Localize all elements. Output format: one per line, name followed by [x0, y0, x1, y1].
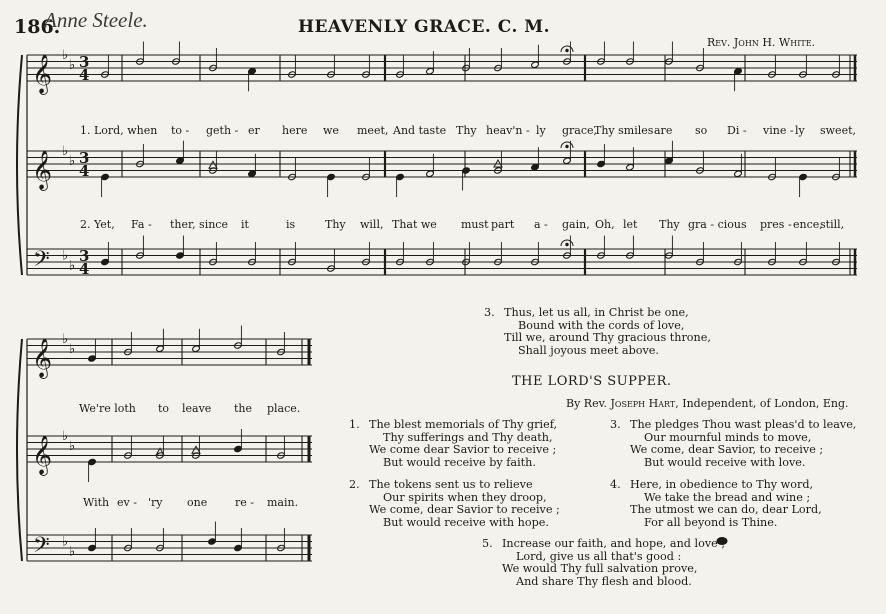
lyric-syllable: we [323, 124, 339, 137]
verse-line: Thy sufferings and Thy death, [383, 430, 553, 444]
verse-line: Bound with the cords of love, [518, 318, 685, 332]
lyric-syllable: is [286, 218, 296, 231]
verse-heavenly-grace-3 [484, 307, 711, 357]
handwritten-composer-note: Anne Steele. [44, 8, 148, 32]
lyric-syllable: place. [267, 402, 301, 415]
time-signature-bottom: 4 [79, 260, 90, 278]
fermata-dot [566, 49, 568, 51]
lords-supper-verse-1 [349, 419, 557, 469]
lyric-syllable: Oh, [595, 218, 615, 231]
lyric-syllable: gain, [562, 218, 590, 231]
lyric-syllable: a - [534, 218, 548, 231]
verse-number: 1. [349, 418, 360, 431]
treble-clef: 𝄞 [32, 435, 52, 474]
flat-key-signature: ♭ [69, 438, 76, 454]
section-title: THE LORD'S SUPPER. [512, 374, 672, 389]
lyric-syllable: pres - [760, 218, 792, 231]
flat-key-signature: ♭ [62, 429, 69, 444]
verse-line: We would Thy full salvation prove, [502, 562, 698, 576]
verse-number: 5. [482, 537, 493, 550]
lords-supper-verse-5 [482, 538, 725, 588]
author-prefix: By Rev. [566, 397, 607, 410]
lyric-syllable: so [695, 124, 708, 137]
lyric-syllable: 2. Yet, [80, 218, 115, 231]
lyric-syllable: one [187, 496, 208, 509]
shape-note-head [494, 160, 502, 167]
lyric-syllable: main. [267, 496, 299, 509]
verse-line: Our spirits when they droop, [383, 490, 547, 504]
flat-key-signature: ♭ [69, 153, 76, 169]
time-signature-top: 3 [79, 149, 90, 167]
verse-line: But would receive with love. [644, 455, 806, 469]
lyric-syllable: er [248, 124, 260, 137]
treble-clef: 𝄞 [32, 54, 52, 93]
flat-key-signature: ♭ [69, 544, 76, 560]
flat-key-signature: ♭ [69, 341, 76, 357]
verse-line: We take the bread and wine ; [644, 490, 811, 504]
flat-key-signature: ♭ [69, 258, 76, 274]
author-suffix: Independent, of London, Eng. [682, 397, 849, 410]
verse-line: The pledges Thou wast pleas'd to leave, [630, 418, 857, 431]
lyric-syllable: With [83, 496, 110, 509]
verse-line: And share Thy flesh and blood. [516, 574, 692, 588]
verse-line: Shall joyous meet above. [518, 343, 659, 357]
bass-clef: 𝄢 [33, 532, 50, 563]
verse-line: We come, dear Savior to receive ; [369, 503, 560, 517]
lyric-syllable: 1. Lord, when [80, 124, 158, 137]
verse-line: Thus, let us all, in Christ be one, [504, 306, 689, 319]
system-brace [17, 339, 22, 561]
lyric-syllable: grace, [562, 124, 598, 137]
lyric-syllable: leave [182, 402, 212, 415]
verse-line: Lord, give us all that's good : [516, 549, 682, 563]
verse-number: 3. [610, 418, 621, 431]
hymn-author: Rev. John H. White. [707, 36, 816, 49]
flat-key-signature: ♭ [62, 144, 69, 159]
verse-line: But would receive with hope. [383, 515, 549, 529]
lyric-syllable: let [623, 218, 638, 231]
verse-line: The tokens sent us to relieve [369, 478, 533, 491]
lyric-syllable: part [491, 218, 515, 231]
lyric-syllable: Thy [325, 218, 346, 231]
author-name: Joseph Hart, [610, 397, 679, 410]
fermata-dot [566, 145, 568, 147]
time-signature-bottom: 4 [79, 66, 90, 84]
lyric-syllable: Di - [727, 124, 747, 137]
lyric-syllable: And taste [393, 124, 447, 137]
verse-line: But would receive by faith. [383, 455, 536, 469]
verse-line: Our mournful minds to move, [644, 430, 812, 444]
lords-supper-verse-4 [610, 479, 822, 529]
lyric-syllable: to - [171, 124, 190, 137]
lyric-syllable: must [461, 218, 489, 231]
lyric-syllable: ther, since [170, 218, 228, 231]
verse-number: 4. [610, 478, 621, 491]
bass-clef: 𝄢 [33, 246, 50, 277]
system-brace [17, 55, 22, 275]
lyric-syllable: ence, [793, 218, 823, 231]
verse-line: The blest memorials of Thy grief, [369, 418, 558, 431]
lyric-syllable: We're loth [79, 402, 136, 415]
lyric-syllable: geth - [206, 124, 239, 137]
verse-line: The utmost we can do, dear Lord, [630, 503, 822, 517]
lords-supper-verse-3 [610, 419, 856, 469]
section-author [566, 397, 849, 410]
lyric-syllable: re - [235, 496, 254, 509]
verse-line: Increase our faith, and hope, and love ; [502, 537, 726, 550]
lyric-syllable: Fa - [131, 218, 152, 231]
time-signature-top: 3 [79, 53, 90, 71]
treble-clef: 𝄞 [32, 150, 52, 189]
lyric-syllable: meet, [357, 124, 389, 137]
lyric-syllable: ly [536, 124, 546, 137]
flat-key-signature: ♭ [69, 57, 76, 73]
time-signature-top: 3 [79, 247, 90, 265]
verse-line: Till we, around Thy gracious throne, [504, 331, 711, 345]
verse-line: For all beyond is Thine. [644, 515, 778, 529]
lyric-syllable: ev - [117, 496, 137, 509]
lyric-syllable: ly [795, 124, 805, 137]
lyric-syllable: Thy [659, 218, 680, 231]
lyric-syllable: it [241, 218, 249, 231]
lyric-syllable: 'ry [148, 496, 163, 509]
lyric-syllable: the [234, 402, 253, 415]
flat-key-signature: ♭ [62, 534, 69, 550]
lyric-syllable: gra - cious [688, 218, 747, 231]
lyric-syllable: Thy smiles [594, 124, 654, 137]
fermata-dot [566, 243, 568, 245]
lords-supper-verse-2 [349, 479, 560, 529]
lyric-syllable: sweet, [820, 124, 856, 137]
lyric-syllable: Thy [456, 124, 477, 137]
verse-line: We come, dear Savior, to receive ; [630, 443, 824, 457]
flat-key-signature: ♭ [62, 332, 69, 347]
verse-line: Here, in obedience to Thy word, [630, 478, 814, 491]
lyric-syllable: still, [820, 218, 845, 231]
lyric-syllable: vine - [763, 124, 794, 137]
lyric-syllable: will, [360, 218, 384, 231]
lyric-syllable: here [282, 124, 308, 137]
lyric-syllable: to [158, 402, 170, 415]
lyric-syllable: That we [392, 218, 437, 231]
lyric-syllable: are [654, 124, 673, 137]
verse-number: 3. [484, 306, 495, 319]
lyric-syllable: heav'n - [486, 124, 530, 137]
treble-clef: 𝄞 [32, 338, 52, 377]
flat-key-signature: ♭ [62, 248, 69, 264]
time-signature-bottom: 4 [79, 162, 90, 180]
verse-line: We come dear Savior to receive ; [369, 443, 557, 457]
flat-key-signature: ♭ [62, 48, 69, 63]
hymn-title: HEAVENLY GRACE. C. M. [298, 17, 551, 37]
verse-number: 2. [349, 478, 360, 491]
page-number: 186. [14, 16, 61, 38]
